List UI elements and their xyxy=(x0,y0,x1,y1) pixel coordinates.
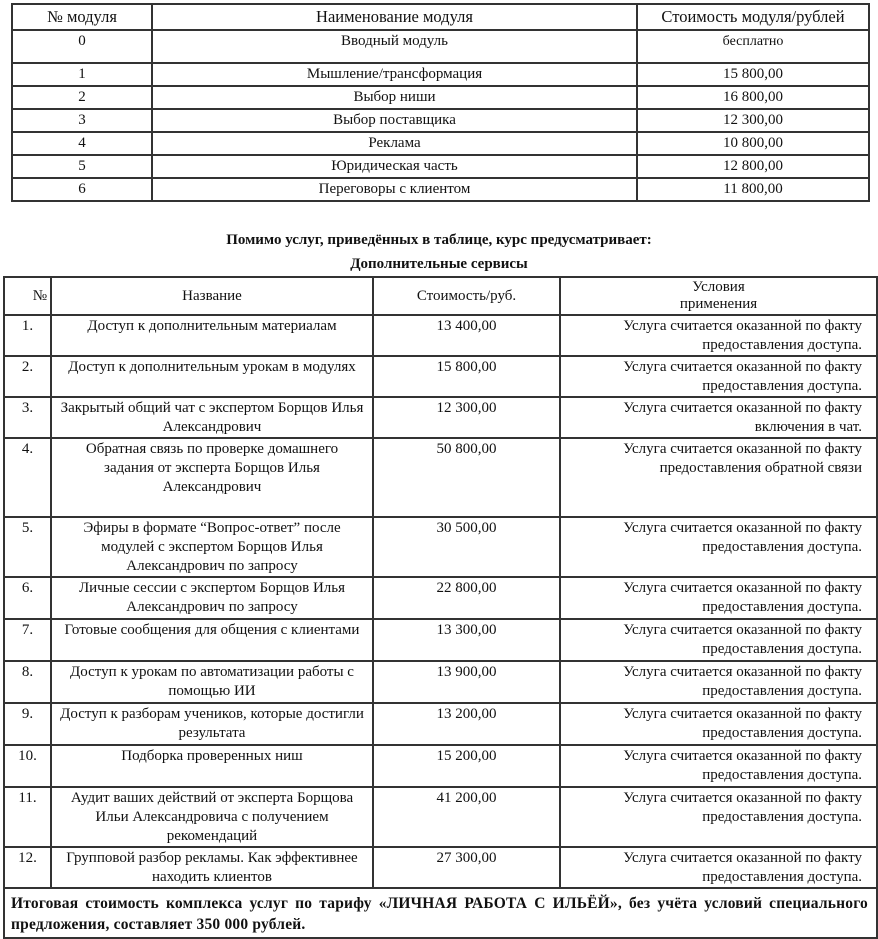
service-name: Групповой разбор рекламы. Как эффективнее находить клиентов xyxy=(51,847,373,888)
module-price: 16 800,00 xyxy=(637,86,869,109)
header-module-price: Стоимость модуля/рублей xyxy=(637,4,869,30)
service-price: 27 300,00 xyxy=(373,847,560,888)
service-conditions: Услуга считается оказанной по факту включения в чат. xyxy=(560,397,877,438)
service-price: 12 300,00 xyxy=(373,397,560,438)
service-conditions: Услуга считается оказанной по факту предоставления доступа. xyxy=(560,847,877,888)
service-name: Доступ к дополнительным урокам в модулях xyxy=(51,356,373,397)
module-name: Реклама xyxy=(152,132,637,155)
module-price: бесплатно xyxy=(637,30,869,63)
module-number: 1 xyxy=(12,63,152,86)
service-name: Подборка проверенных ниш xyxy=(51,745,373,787)
service-number: 4. xyxy=(4,438,51,517)
service-number: 2. xyxy=(4,356,51,397)
modules-table xyxy=(11,3,870,202)
module-number: 4 xyxy=(12,132,152,155)
module-number: 3 xyxy=(12,109,152,132)
header-conditions-line1: Условия xyxy=(692,279,745,295)
service-number: 5. xyxy=(4,517,51,577)
service-row xyxy=(4,438,877,517)
module-row xyxy=(12,132,869,155)
header-service-conditions xyxy=(560,277,877,315)
service-number: 7. xyxy=(4,619,51,661)
service-price: 15 200,00 xyxy=(373,745,560,787)
service-number: 9. xyxy=(4,703,51,745)
service-price: 13 400,00 xyxy=(373,315,560,356)
service-conditions: Услуга считается оказанной по факту предоставления доступа. xyxy=(560,356,877,397)
service-number: 6. xyxy=(4,577,51,619)
module-number: 6 xyxy=(12,178,152,201)
service-number: 3. xyxy=(4,397,51,438)
intro-heading: Помимо услуг, приведённых в таблице, курс предусматривает: xyxy=(226,232,652,248)
service-row xyxy=(4,397,877,438)
service-price: 15 800,00 xyxy=(373,356,560,397)
service-price: 50 800,00 xyxy=(373,438,560,517)
module-row xyxy=(12,109,869,132)
module-number: 2 xyxy=(12,86,152,109)
module-name: Мышление/трансформация xyxy=(152,63,637,86)
service-number: 10. xyxy=(4,745,51,787)
module-name: Юридическая часть xyxy=(152,155,637,178)
total-cost-text: Итоговая стоимость комплекса услуг по тарифу «ЛИЧНАЯ РАБОТА С ИЛЬЁЙ», без учёта условий специального предложения, составляет 350 000 рублей. xyxy=(4,888,877,938)
service-price: 13 200,00 xyxy=(373,703,560,745)
services-header-row xyxy=(4,277,877,315)
service-name: Доступ к урокам по автоматизации работы с помощью ИИ xyxy=(51,661,373,703)
service-row xyxy=(4,517,877,577)
module-row xyxy=(12,155,869,178)
service-name: Готовые сообщения для общения с клиентами xyxy=(51,619,373,661)
service-name: Доступ к дополнительным материалам xyxy=(51,315,373,356)
service-row xyxy=(4,577,877,619)
service-number: 1. xyxy=(4,315,51,356)
module-price: 15 800,00 xyxy=(637,63,869,86)
modules-header-row xyxy=(12,4,869,30)
module-name: Вводный модуль xyxy=(152,30,637,63)
module-name: Выбор поставщика xyxy=(152,109,637,132)
service-row xyxy=(4,315,877,356)
module-row xyxy=(12,63,869,86)
service-conditions: Услуга считается оказанной по факту предоставления доступа. xyxy=(560,315,877,356)
service-conditions: Услуга считается оказанной по факту предоставления доступа. xyxy=(560,745,877,787)
service-conditions: Услуга считается оказанной по факту предоставления доступа. xyxy=(560,619,877,661)
service-number: 11. xyxy=(4,787,51,847)
header-service-price: Стоимость/руб. xyxy=(373,277,560,315)
service-name: Закрытый общий чат с экспертом Борщов Илья Александрович xyxy=(51,397,373,438)
module-row xyxy=(12,30,869,63)
service-conditions: Услуга считается оказанной по факту предоставления доступа. xyxy=(560,703,877,745)
service-price: 41 200,00 xyxy=(373,787,560,847)
module-price: 11 800,00 xyxy=(637,178,869,201)
service-conditions: Услуга считается оказанной по факту предоставления доступа. xyxy=(560,577,877,619)
service-row xyxy=(4,745,877,787)
service-conditions: Услуга считается оказанной по факту предоставления доступа. xyxy=(560,787,877,847)
service-row xyxy=(4,356,877,397)
service-name: Доступ к разборам учеников, которые достигли результата xyxy=(51,703,373,745)
header-service-number: № xyxy=(4,277,51,315)
service-name: Личные сессии с экспертом Борщов Илья Александрович по запросу xyxy=(51,577,373,619)
service-price: 22 800,00 xyxy=(373,577,560,619)
service-name: Обратная связь по проверке домашнего задания от эксперта Борщов Илья Александрович xyxy=(51,438,373,517)
header-service-name: Название xyxy=(51,277,373,315)
header-module-number: № модуля xyxy=(12,4,152,30)
service-row xyxy=(4,703,877,745)
service-conditions: Услуга считается оказанной по факту предоставления доступа. xyxy=(560,661,877,703)
module-price: 12 800,00 xyxy=(637,155,869,178)
service-number: 8. xyxy=(4,661,51,703)
service-conditions: Услуга считается оказанной по факту предоставления доступа. xyxy=(560,517,877,577)
service-row xyxy=(4,847,877,888)
service-price: 13 900,00 xyxy=(373,661,560,703)
service-conditions: Услуга считается оказанной по факту предоставления обратной связи xyxy=(560,438,877,517)
module-name: Выбор ниши xyxy=(152,86,637,109)
service-row xyxy=(4,619,877,661)
services-table xyxy=(3,276,878,939)
service-price: 30 500,00 xyxy=(373,517,560,577)
module-number: 0 xyxy=(12,30,152,63)
module-row xyxy=(12,178,869,201)
service-row xyxy=(4,661,877,703)
services-heading: Дополнительные сервисы xyxy=(350,256,528,272)
module-row xyxy=(12,86,869,109)
module-price: 12 300,00 xyxy=(637,109,869,132)
module-price: 10 800,00 xyxy=(637,132,869,155)
service-price: 13 300,00 xyxy=(373,619,560,661)
total-row xyxy=(4,888,877,938)
header-module-name: Наименование модуля xyxy=(152,4,637,30)
module-number: 5 xyxy=(12,155,152,178)
header-conditions-line2: применения xyxy=(679,296,758,312)
service-row xyxy=(4,787,877,847)
service-number: 12. xyxy=(4,847,51,888)
service-name: Аудит ваших действий от эксперта Борщова Ильи Александровича с получением рекомендаций xyxy=(51,787,373,847)
service-name: Эфиры в формате “Вопрос-ответ” после модулей с экспертом Борщов Илья Александрович по запросу xyxy=(51,517,373,577)
module-name: Переговоры с клиентом xyxy=(152,178,637,201)
